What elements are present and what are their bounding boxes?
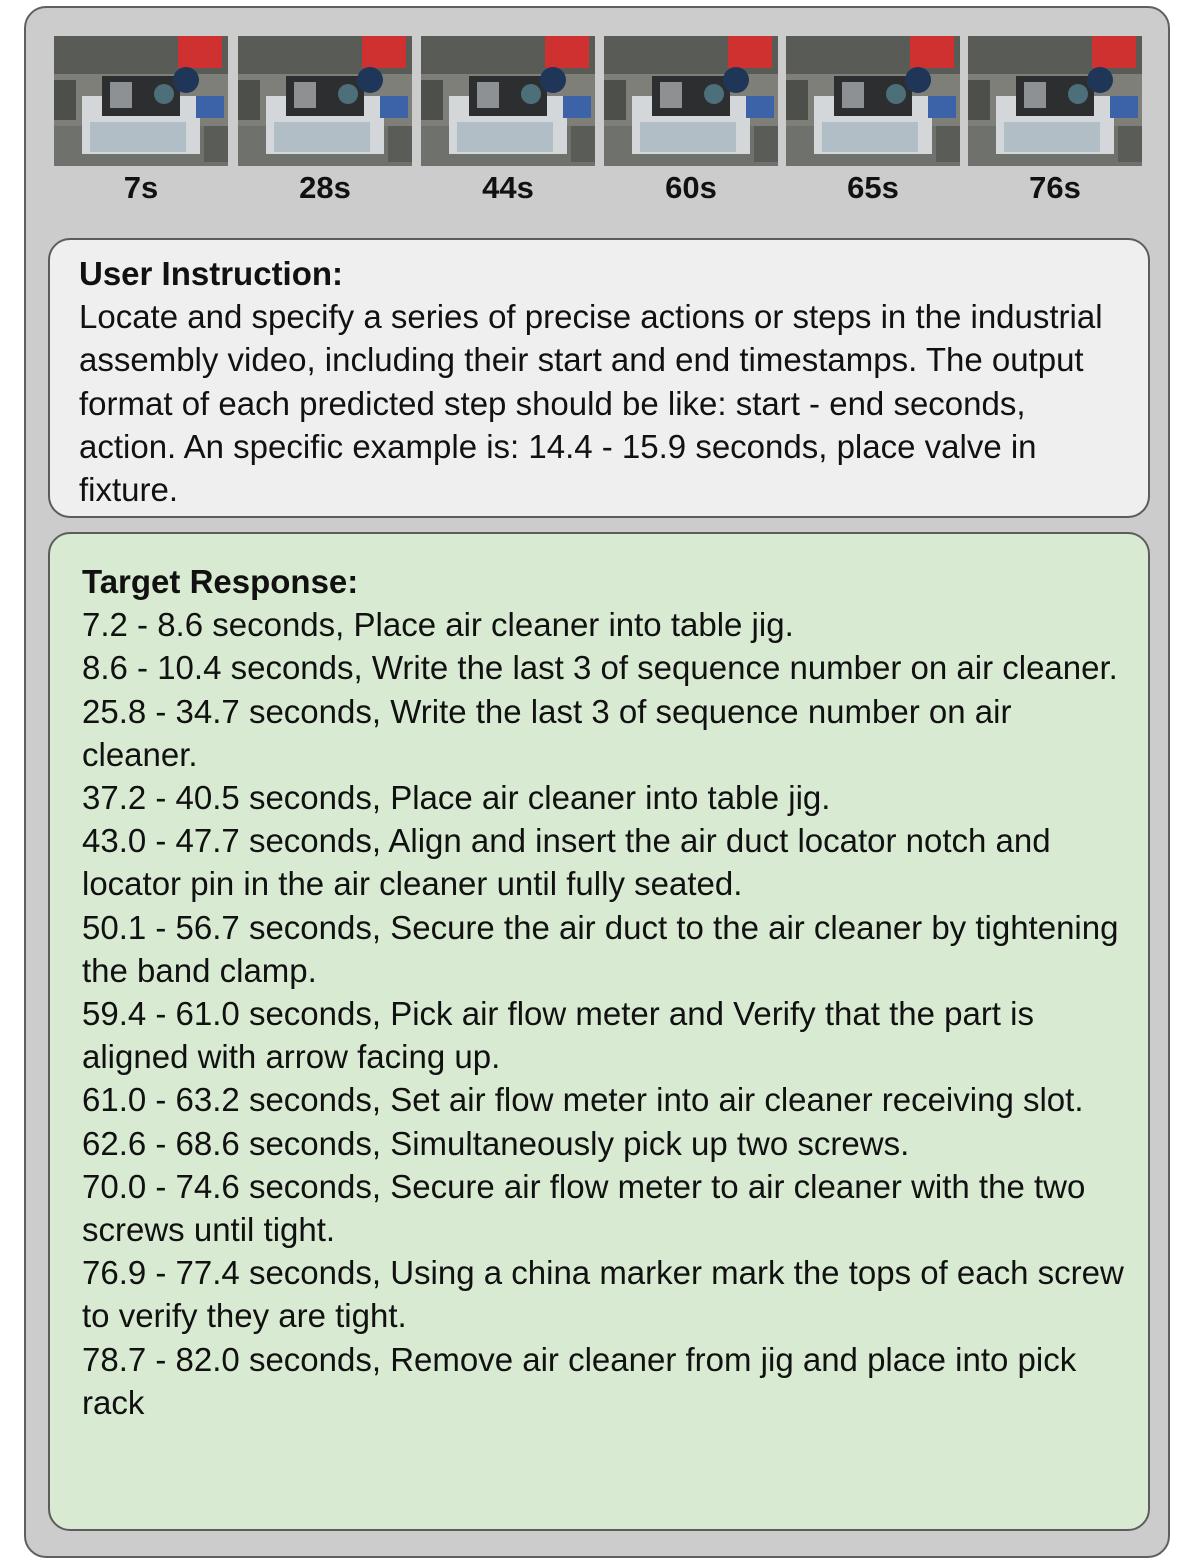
frame-image xyxy=(786,36,960,166)
frame-timestamp: 28s xyxy=(299,170,351,205)
scene-shape xyxy=(238,80,260,120)
scene-shape xyxy=(842,82,864,108)
scene-shape xyxy=(421,80,443,120)
scene-shape xyxy=(660,82,682,108)
scene-shape xyxy=(110,82,132,108)
scene-shape xyxy=(968,80,990,120)
frame-timestamp: 44s xyxy=(482,170,534,205)
scene-shape xyxy=(90,122,186,152)
scene-shape xyxy=(746,96,774,118)
scene-shape xyxy=(388,126,412,162)
scene-shape xyxy=(338,84,358,104)
scene-shape xyxy=(545,36,589,68)
video-frame xyxy=(54,36,228,206)
scene-shape xyxy=(910,36,954,68)
response-step: 76.9 - 77.4 seconds, Using a china marker mark the tops of each screw to verify they are tight. xyxy=(82,1254,1124,1335)
scene-shape xyxy=(1024,82,1046,108)
scene-shape xyxy=(563,96,591,118)
scene-shape xyxy=(1068,84,1088,104)
scene-shape xyxy=(571,126,595,162)
frame-image xyxy=(238,36,412,166)
video-frames-strip xyxy=(54,36,1144,206)
response-step: 43.0 - 47.7 seconds, Align and insert the air duct locator notch and locator pin in the air cleaner until fully seated. xyxy=(82,822,1051,903)
scene-shape xyxy=(754,126,778,162)
frame-timestamp: 65s xyxy=(847,170,899,205)
scene-shape xyxy=(274,122,370,152)
response-step: 7.2 - 8.6 seconds, Place air cleaner into table jig. xyxy=(82,606,794,644)
video-frame xyxy=(421,36,595,206)
frame-scene xyxy=(238,36,412,166)
frame-scene xyxy=(604,36,778,166)
frame-scene xyxy=(786,36,960,166)
scene-shape xyxy=(1004,122,1100,152)
frame-image xyxy=(968,36,1142,166)
user-instruction-text: Locate and specify a series of precise actions or steps in the industrial assembly video, including their start and end timestamps. The output format of each predicted step should be like: start - end seconds, action. An specific example is: 14.4 - 15.9 seconds, place valve in fixture. xyxy=(79,298,1103,509)
frame-image xyxy=(54,36,228,166)
scene-shape xyxy=(204,126,228,162)
frame-scene xyxy=(54,36,228,166)
video-frame xyxy=(968,36,1142,206)
scene-shape xyxy=(704,84,724,104)
scene-shape xyxy=(723,67,749,93)
response-step: 78.7 - 82.0 seconds, Remove air cleaner from jig and place into pick rack xyxy=(82,1340,1077,1421)
scene-shape xyxy=(477,82,499,108)
frame-scene xyxy=(421,36,595,166)
scene-shape xyxy=(540,67,566,93)
response-step: 62.6 - 68.6 seconds, Simultaneously pick up two screws. xyxy=(82,1124,910,1162)
scene-shape xyxy=(362,36,406,68)
frame-image xyxy=(604,36,778,166)
response-step: 25.8 - 34.7 seconds, Write the last 3 of sequence number on air cleaner. xyxy=(82,692,1012,773)
scene-shape xyxy=(294,82,316,108)
scene-shape xyxy=(1110,96,1138,118)
scene-shape xyxy=(196,96,224,118)
scene-shape xyxy=(521,84,541,104)
scene-shape xyxy=(1087,67,1113,93)
target-response-heading: Target Response: xyxy=(82,563,359,600)
scene-shape xyxy=(822,122,918,152)
response-step: 59.4 - 61.0 seconds, Pick air flow meter and Verify that the part is aligned with arrow facing up. xyxy=(82,995,1034,1076)
scene-shape xyxy=(928,96,956,118)
video-frame xyxy=(604,36,778,206)
frame-scene xyxy=(968,36,1142,166)
scene-shape xyxy=(728,36,772,68)
scene-shape xyxy=(457,122,553,152)
response-step: 37.2 - 40.5 seconds, Place air cleaner into table jig. xyxy=(82,779,831,817)
scene-shape xyxy=(173,67,199,93)
scene-shape xyxy=(357,67,383,93)
response-step: 50.1 - 56.7 seconds, Secure the air duct to the air cleaner by tightening the band clamp. xyxy=(82,908,1119,989)
scene-shape xyxy=(1092,36,1136,68)
scene-shape xyxy=(178,36,222,68)
scene-shape xyxy=(154,84,174,104)
scene-shape xyxy=(640,122,736,152)
target-response-box xyxy=(48,532,1150,1531)
scene-shape xyxy=(380,96,408,118)
video-frame xyxy=(786,36,960,206)
user-instruction-box xyxy=(48,238,1150,518)
scene-shape xyxy=(905,67,931,93)
frame-image xyxy=(421,36,595,166)
response-step: 61.0 - 63.2 seconds, Set air flow meter into air cleaner receiving slot. xyxy=(82,1081,1084,1119)
video-frame xyxy=(238,36,412,206)
scene-shape xyxy=(886,84,906,104)
scene-shape xyxy=(936,126,960,162)
response-step: 70.0 - 74.6 seconds, Secure air flow meter to air cleaner with the two screws until tight. xyxy=(82,1167,1086,1249)
frame-timestamp: 7s xyxy=(123,170,159,205)
scene-shape xyxy=(1118,126,1142,162)
scene-shape xyxy=(786,80,808,120)
scene-shape xyxy=(604,80,626,120)
user-instruction-heading: User Instruction: xyxy=(79,255,344,292)
frame-timestamp: 60s xyxy=(665,170,717,205)
scene-shape xyxy=(54,80,76,120)
response-step: 8.6 - 10.4 seconds, Write the last 3 of sequence number on air cleaner. xyxy=(82,649,1118,687)
frame-timestamp: 76s xyxy=(1029,170,1081,205)
